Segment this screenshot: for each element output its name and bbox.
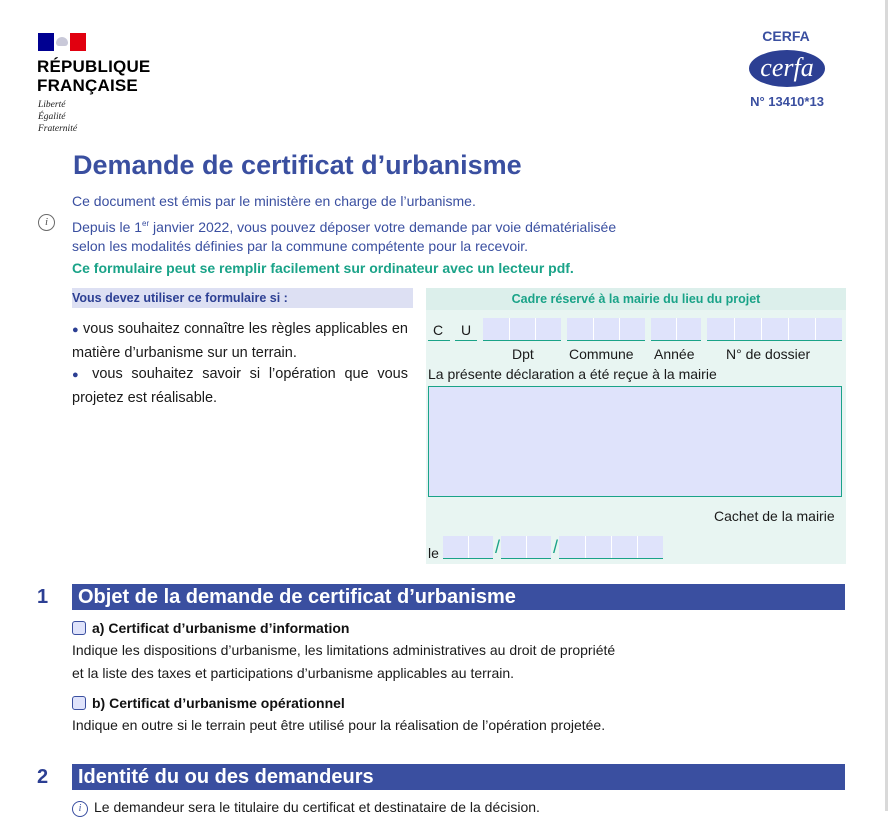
usage-heading-box [72,288,413,308]
motto-liberte: Liberté [38,100,66,110]
republic-motto [38,99,77,135]
cu-cell-u [455,318,477,341]
dossier-label: N° de dossier [726,346,811,362]
commune-field[interactable] [567,318,645,341]
commune-label: Commune [569,346,634,362]
intro-line-2-post: janvier 2022, vous pouvez déposer votre demande par voie dématérialisée [149,219,617,235]
section-2-number: 2 [37,766,49,788]
bullet-icon: ● [72,369,84,381]
info-icon: i [38,214,55,231]
dossier-number-field[interactable] [707,318,842,341]
cu-cell-c [428,318,450,341]
option-b-checkbox[interactable] [72,696,86,710]
section-1-header [72,584,845,610]
intro-line-1: Ce document est émis par le ministère en charge de l’urbanisme. [72,193,476,209]
section-2-note [72,799,540,817]
option-a-label: a) Certificat d’urbanisme d’information [92,620,350,636]
bullet-icon: ● [72,324,79,336]
cerfa-number: N° 13410*13 [750,94,824,109]
usage-bullet-1 [72,318,408,364]
cu-letter-c: C [433,322,444,338]
option-a-checkbox[interactable] [72,621,86,635]
intro-line-3: selon les modalités définies par la commune compétente pour la recevoir. [72,238,529,254]
usage-bullet-2 [72,363,408,409]
date-slash-2: / [553,537,559,557]
usage-bullet-1-text: vous souhaitez connaître les règles applicables en matière d’urbanisme sur un terrain. [72,321,408,361]
cerfa-logo: cerfa [749,50,825,87]
cachet-label: Cachet de la mairie [714,508,835,524]
option-b-label: b) Certificat d’urbanisme opérationnel [92,695,345,711]
reserved-heading: Cadre réservé à la mairie du lieu du projet [426,288,846,310]
usage-bullet-2-text: vous souhaitez savoir si l’opération que vous projetez est réalisable. [72,366,408,406]
republic-line2: FRANÇAISE [37,76,138,95]
date-le-label: le [428,545,439,561]
option-b-desc: Indique en outre si le terrain peut être utilisé pour la réalisation de l’opération projetée. [72,717,606,733]
option-a-desc-2: et la liste des taxes et participations d’urbanisme applicables au terrain. [72,665,515,681]
section-2-header [72,764,845,790]
section-1-number: 1 [37,586,49,608]
cerfa-label: CERFA [762,28,810,44]
annee-label: Année [654,346,695,362]
cu-letter-u: U [461,322,472,338]
section-1-title: Objet de la demande de certificat d’urbanisme [78,586,516,608]
date-slash-1: / [495,537,501,557]
section-2-note-text: Le demandeur sera le titulaire du certificat et destinataire de la décision. [94,799,540,815]
pdf-note: Ce formulaire peut se remplir facilement sur ordinateur avec un lecteur pdf. [72,260,574,276]
intro-line-2-sup: er [142,219,150,228]
dpt-field[interactable] [483,318,561,341]
motto-fraternite: Fraternité [38,124,78,134]
section-2-title: Identité du ou des demandeurs [78,766,374,788]
received-text: La présente déclaration a été reçue à la mairie [428,366,717,382]
dpt-label: Dpt [512,346,534,362]
page-title: Demande de certificat d’urbanisme [73,150,522,180]
republic-name [37,57,150,95]
intro-line-2-pre: Depuis le 1 [72,219,143,235]
republic-flag-logo [38,33,86,51]
info-icon: i [72,801,88,817]
motto-egalite: Égalité [38,112,66,122]
usage-heading: Vous devez utiliser ce formulaire si : [72,291,288,305]
mairie-stamp-field[interactable] [428,386,842,497]
intro-line-2 [72,215,616,236]
republic-line1: RÉPUBLIQUE [37,57,151,76]
option-a-desc-1: Indique les dispositions d’urbanisme, les limitations administratives au droit de propriété [72,642,616,658]
